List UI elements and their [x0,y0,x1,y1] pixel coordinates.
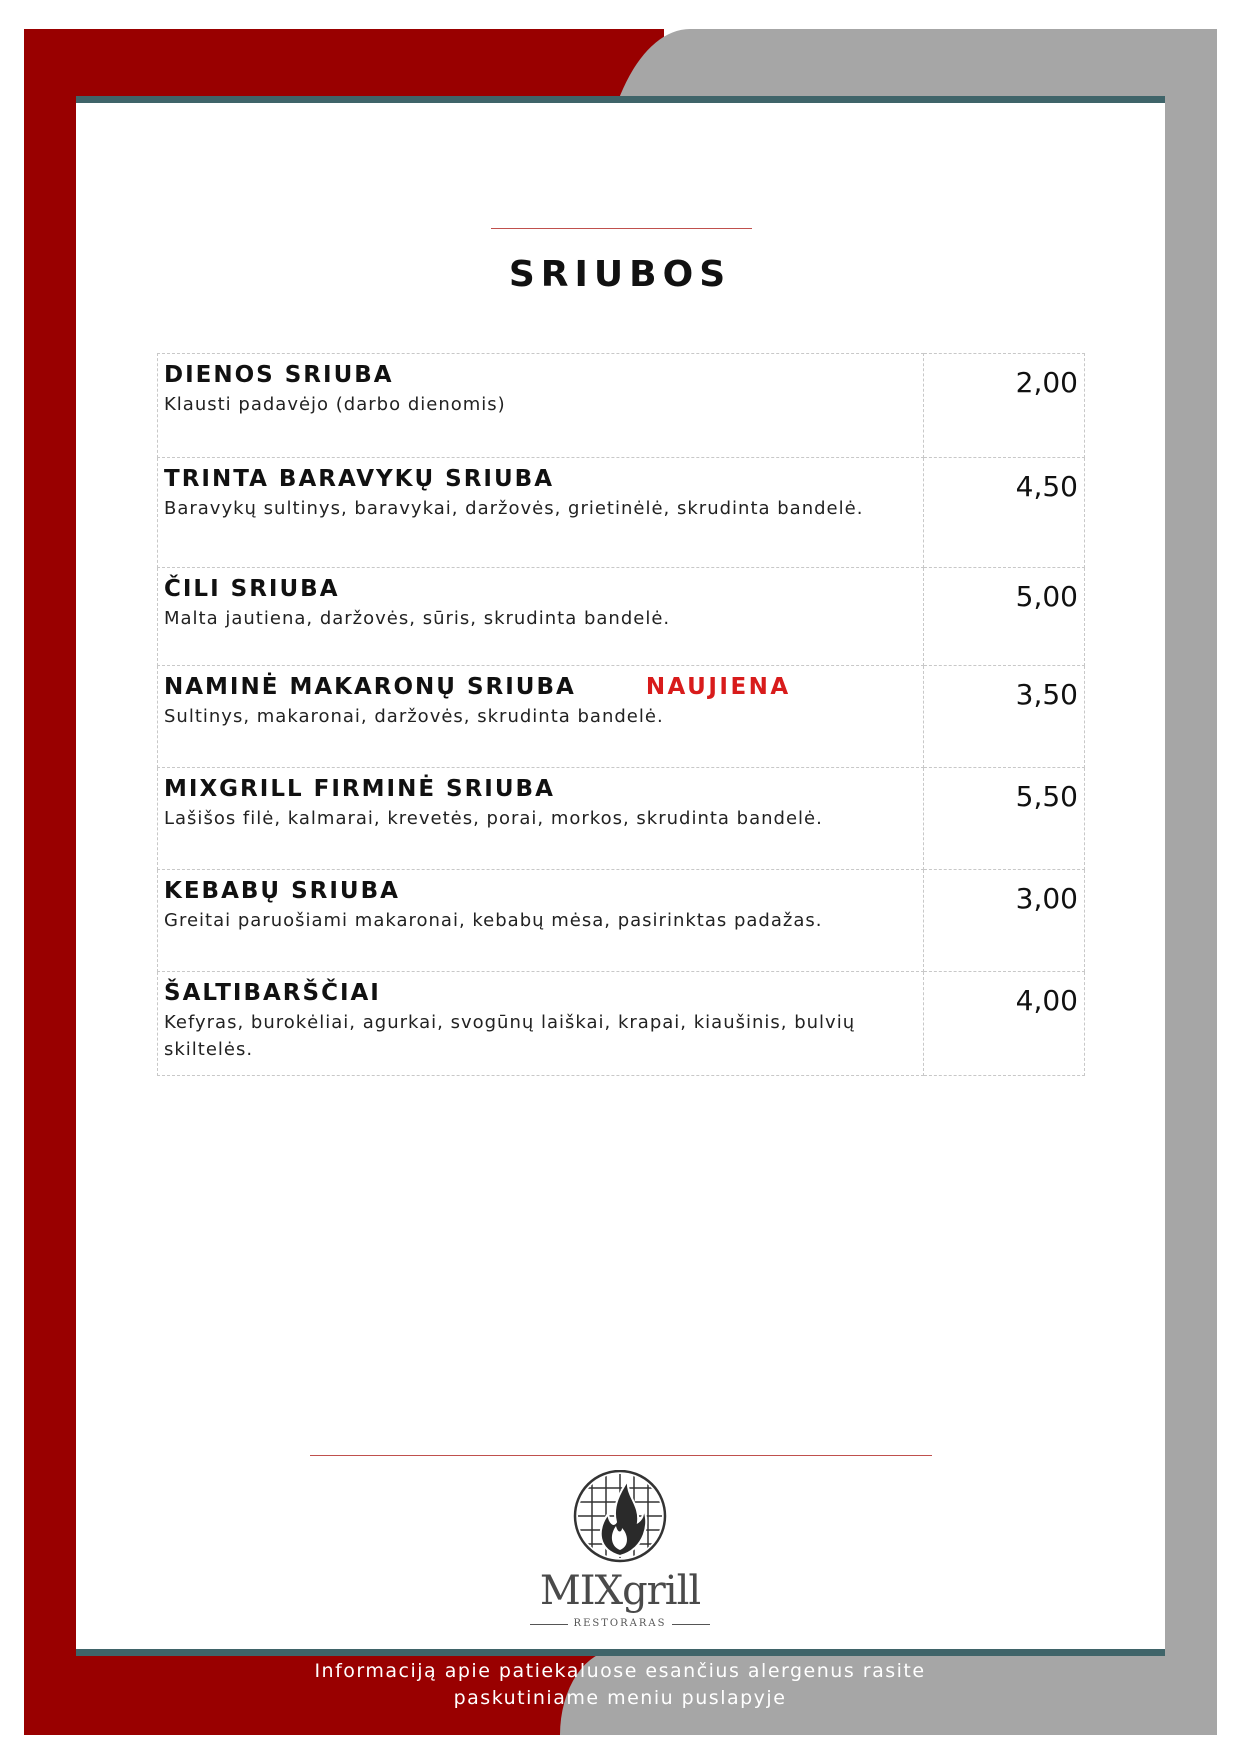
item-name-text: ČILI SRIUBA [164,576,340,602]
footer-rule [310,1455,932,1456]
item-name [164,574,917,604]
top-divider [76,96,1165,103]
item-name [164,360,917,390]
item-description: Greitai paruošiami makaronai, kebabų mėsa, pasirinktas padažas. [164,910,823,931]
item-price: 3,00 [1015,882,1078,915]
item-cell [158,768,924,870]
item-price: 4,00 [1015,984,1078,1017]
item-description: Sultinys, makaronai, daržovės, skrudinta bandelė. [164,706,664,727]
item-name [164,672,917,702]
menu-row [158,568,1085,666]
menu-row [158,768,1085,870]
price-cell [924,972,1085,1076]
price-cell [924,666,1085,768]
item-description: Kefyras, burokėliai, agurkai, svogūnų laiškai, krapai, kiaušinis, bulvių skiltelės. [164,1012,856,1060]
item-name-text: MIXGRILL FIRMINĖ SRIUBA [164,776,555,802]
item-cell [158,972,924,1076]
item-price: 4,50 [1015,470,1078,503]
title-rule [491,228,752,229]
price-cell [924,354,1085,458]
item-name-text: DIENOS SRIUBA [164,362,394,388]
item-cell [158,458,924,568]
item-cell [158,568,924,666]
item-description: Lašišos filė, kalmarai, krevetės, porai, morkos, skrudinta bandelė. [164,808,823,829]
item-description: Klausti padavėjo (darbo dienomis) [164,394,506,415]
item-price: 5,00 [1015,580,1078,613]
section-title: SRIUBOS [508,254,732,295]
item-price: 2,00 [1015,366,1078,399]
item-cell [158,666,924,768]
logo-sub-line-right [672,1624,710,1625]
logo-wordmark: MIXgrill [539,1568,701,1614]
logo-subtitle: RESTORARAS [573,1618,667,1629]
allergen-note-line-1: Informaciją apie patiekaluose esančius alergenus rasite [314,1660,926,1682]
bottom-divider [76,1649,1165,1656]
menu-row [158,458,1085,568]
item-cell [158,870,924,972]
item-name [164,774,917,804]
item-name-text: TRINTA BARAVYKŲ SRIUBA [164,466,554,492]
item-price: 3,50 [1015,678,1078,711]
item-name-text: ŠALTIBARŠČIAI [164,980,381,1006]
price-cell [924,768,1085,870]
item-name-text: KEBABŲ SRIUBA [164,878,400,904]
menu-row [158,666,1085,768]
menu-row [158,972,1085,1076]
item-name [164,464,917,494]
menu-table [157,353,1085,1076]
item-description: Malta jautiena, daržovės, sūris, skrudinta bandelė. [164,608,671,629]
allergen-note-line-2: paskutiniame meniu puslapyje [453,1687,787,1709]
new-badge: NAUJIENA [645,674,791,700]
price-cell [924,870,1085,972]
price-cell [924,568,1085,666]
item-name-text: NAMINĖ MAKARONŲ SRIUBA [164,674,576,700]
item-name [164,876,917,906]
item-price: 5,50 [1015,780,1078,813]
menu-row [158,354,1085,458]
item-description: Baravykų sultinys, baravykai, daržovės, grietinėlė, skrudinta bandelė. [164,498,864,519]
price-cell [924,458,1085,568]
item-cell [158,354,924,458]
menu-row [158,870,1085,972]
allergen-note [0,1658,1240,1712]
item-name [164,978,917,1008]
